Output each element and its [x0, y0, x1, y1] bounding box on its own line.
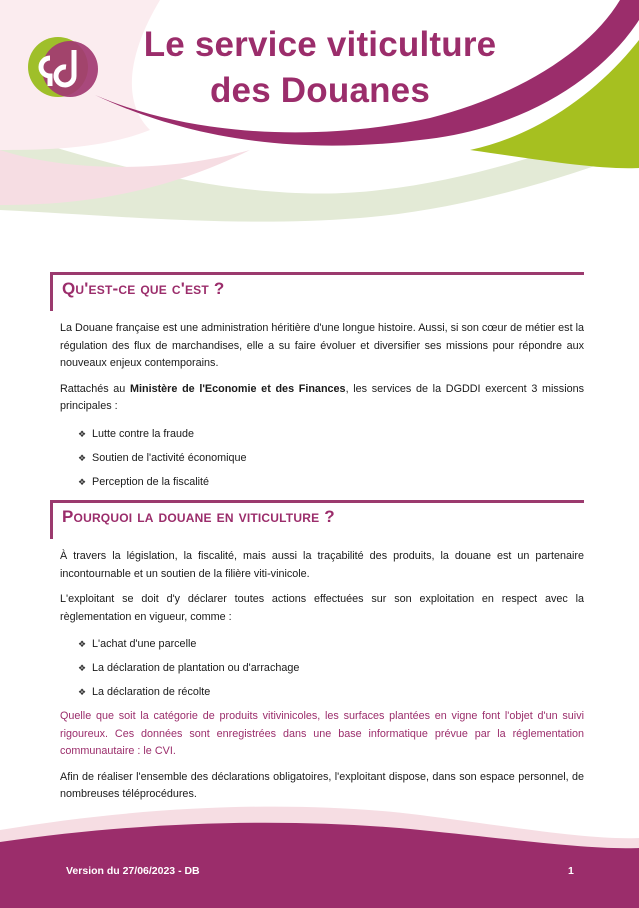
paragraph — [50, 381, 584, 416]
diamond-bullet-icon: ❖ — [78, 687, 87, 697]
paragraph: Afin de réaliser l'ensemble des déclarations obligatoires, l'exploitant dispose, dans son espace personnel, de nombreuses téléprocédures. — [60, 770, 584, 800]
paragraph: L'exploitant se doit d'y déclarer toutes actions effectuées sur son exploitation en respect avec la règlementation en vigueur, comme : — [60, 593, 584, 623]
diamond-bullet-icon: ❖ — [78, 663, 87, 673]
diamond-bullet-icon: ❖ — [78, 452, 87, 463]
page-title — [110, 22, 530, 114]
list-item-text: L'achat d'une parcelle — [92, 638, 197, 650]
list-item-text: Lutte contre la fraude — [92, 427, 195, 440]
missions-list — [50, 422, 584, 494]
dgddi-logo-icon — [24, 34, 104, 102]
list-item — [78, 422, 584, 446]
diamond-bullet-icon: ❖ — [78, 639, 87, 649]
section-heading-box — [50, 272, 584, 311]
title-line-2: des Douanes — [209, 71, 431, 110]
section-heading-box — [50, 500, 584, 539]
list-item-text: Perception de la fiscalité — [92, 475, 210, 488]
list-item — [78, 446, 584, 470]
list-item — [78, 656, 584, 680]
footer-decoration — [0, 800, 639, 908]
declarations-list — [50, 632, 584, 704]
list-item — [78, 632, 584, 656]
section-heading: Pourquoi la douane en viticulture ? — [62, 507, 335, 526]
paragraph: À travers la législation, la fiscalité, mais aussi la traçabilité des produits, la douane est un partenaire incontournable et un soutien de la filière viti-vinicole. — [60, 550, 584, 580]
list-item-text: Soutien de l'activité économique — [92, 451, 247, 464]
title-line-1: Le service viticulture — [143, 25, 497, 64]
highlight-paragraph: Quelle que soit la catégorie de produits vitivinicoles, les surfaces plantées en vigne font l'objet d'un suivi rigoureux. Ces données sont enregistrées dans une base informatique prévue par la réglementation communautaire : le CVI. — [60, 710, 584, 757]
list-item — [78, 470, 584, 494]
section-why-douane — [50, 500, 584, 804]
version-label: Version du 27/06/2023 - DB — [66, 865, 200, 877]
section-heading: Qu'est-ce que c'est ? — [62, 279, 225, 298]
bold-text: Ministère de l'Economie et des Finances — [129, 382, 346, 395]
section-what-is-it — [50, 272, 584, 494]
text: , les services de la DGDDI exercent 3 missions principales : — [60, 382, 585, 412]
list-item — [78, 680, 584, 704]
diamond-bullet-icon: ❖ — [78, 428, 87, 439]
text: Rattachés au — [60, 382, 130, 395]
list-item-text: La déclaration de récolte — [92, 686, 211, 698]
page-number: 1 — [568, 865, 574, 877]
diamond-bullet-icon: ❖ — [78, 476, 87, 487]
paragraph: La Douane française est une administration héritière d'une longue histoire. Aussi, si son cœur de métier est la régulation des flux de marchandises, elle a su faire évoluer et diversifier ses missions pour répondre aux nouveaux enjeux contemporains. — [60, 322, 584, 369]
list-item-text: La déclaration de plantation ou d'arrachage — [92, 662, 300, 674]
